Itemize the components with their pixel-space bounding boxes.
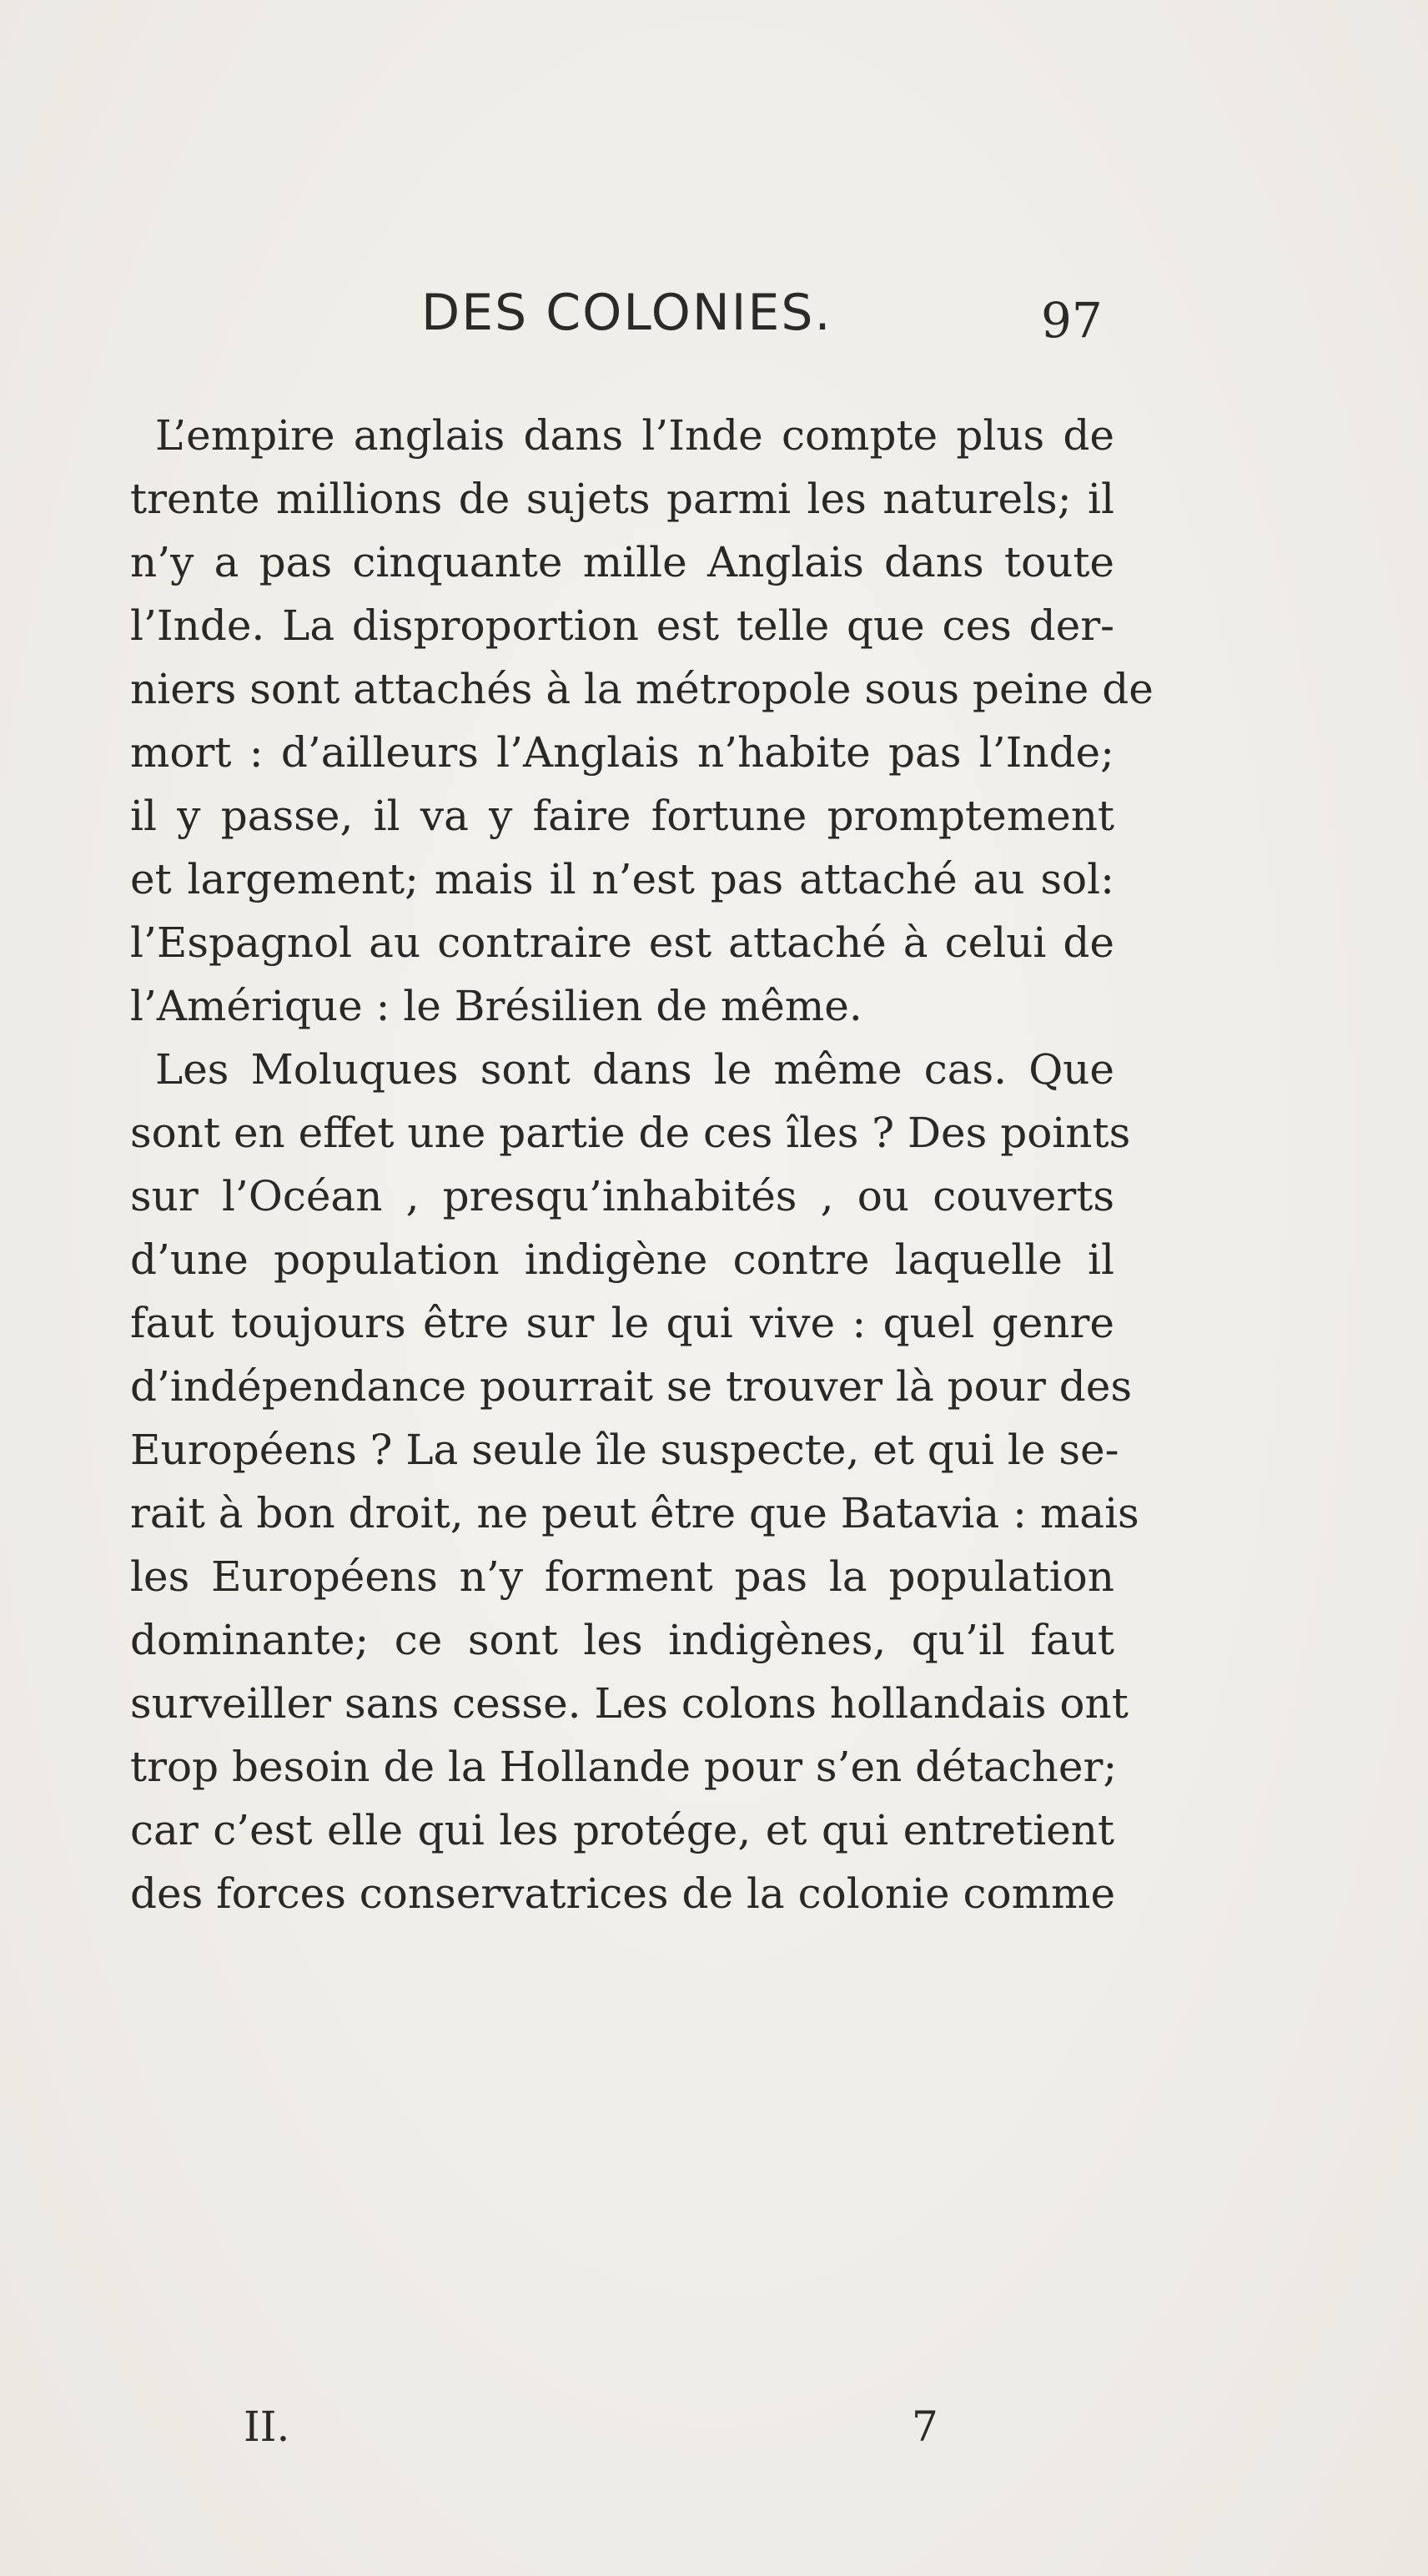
signature-number: 7 — [912, 2402, 938, 2451]
text-line: Les Moluques sont dans le même cas. Que — [155, 1045, 1114, 1094]
text-line: rait à bon droit, ne peut être que Batavia : mais — [130, 1489, 1139, 1537]
text-line: L’empire anglais dans l’Inde compte plus de — [155, 411, 1114, 460]
text-line: car c’est elle qui les protége, et qui entretient — [130, 1806, 1114, 1854]
text-line: faut toujours être sur le qui vive : quel genre — [130, 1299, 1114, 1347]
text-line: sont en effet une partie de ces îles ? Des points — [130, 1109, 1131, 1157]
text-line: trente millions de sujets parmi les naturels; il — [130, 475, 1114, 523]
text-line: il y passe, il va y faire fortune promptement — [130, 792, 1114, 840]
text-line: l’Amérique : le Brésilien de même. — [130, 982, 862, 1030]
text-line: trop besoin de la Hollande pour s’en détacher; — [130, 1743, 1118, 1791]
text-line: niers sont attachés à la métropole sous peine de — [130, 665, 1154, 713]
text-line: des forces conservatrices de la colonie comme — [130, 1869, 1116, 1918]
text-line: mort : d’ailleurs l’Anglais n’habite pas l’Inde; — [130, 728, 1114, 777]
text-line: dominante; ce sont les indigènes, qu’il faut — [130, 1616, 1114, 1664]
paragraph-moluccas — [130, 1038, 1139, 1925]
text-line: les Européens n’y forment pas la population — [130, 1552, 1114, 1601]
text-line: d’une population indigène contre laquelle il — [130, 1235, 1114, 1284]
page-number: 97 — [1041, 292, 1103, 349]
text-line: surveiller sans cesse. Les colons hollandais ont — [130, 1679, 1129, 1728]
text-line: sur l’Océan , presqu’inhabités , ou couverts — [130, 1172, 1114, 1220]
paragraph-english-india — [130, 404, 1154, 1038]
running-title: DES COLONIES. — [421, 284, 832, 342]
text-line: d’indépendance pourrait se trouver là pour des — [130, 1362, 1133, 1411]
signature-mark: II. — [244, 2402, 290, 2451]
text-line: l’Espagnol au contraire est attaché à celui de — [130, 918, 1114, 967]
text-line: n’y a pas cinquante mille Anglais dans toute — [130, 538, 1114, 586]
running-head — [0, 284, 1428, 350]
text-line: l’Inde. La disproportion est telle que ces der- — [130, 601, 1114, 650]
text-line: et largement; mais il n’est pas attaché au sol: — [130, 855, 1114, 903]
body-text — [130, 404, 1154, 1925]
page-footer — [0, 2402, 1428, 2469]
text-line: Européens ? La seule île suspecte, et qui le se- — [130, 1426, 1119, 1474]
